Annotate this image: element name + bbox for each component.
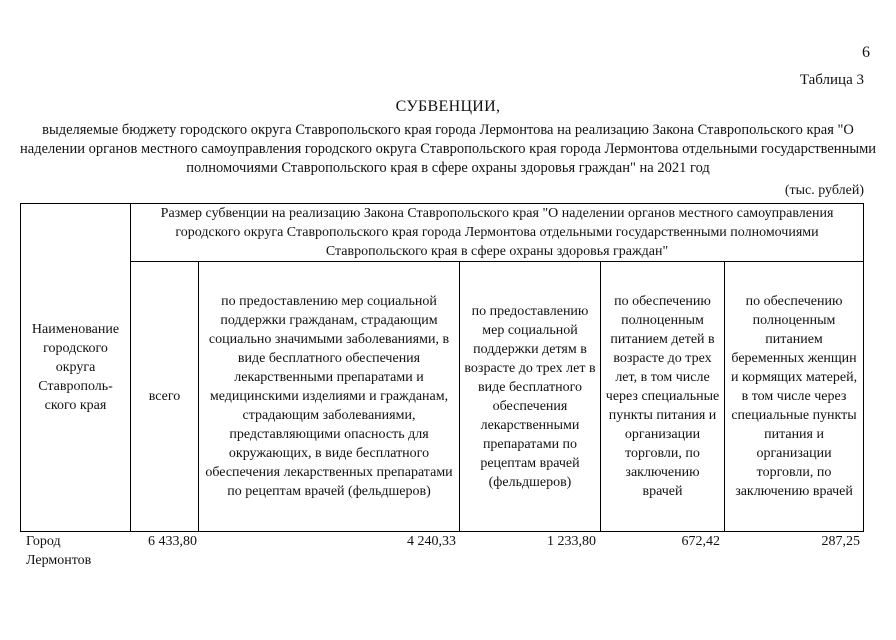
page-number: 6 [862, 44, 870, 61]
row-value-total: 6 433,80 [148, 534, 197, 549]
header-name-column: Наименование городского округа Ставрополь-ского края [21, 204, 131, 532]
row-value-children-medicines: 1 233,80 [547, 534, 596, 549]
row-value-mothers-nutrition: 287,25 [821, 534, 860, 549]
row-name: Город Лермонтов [26, 534, 92, 568]
row-value-social-support: 4 240,33 [407, 534, 456, 549]
header-col-children-nutrition: по обеспечению полноценным питанием детей в возрасте до трех лет, в том числе через специальные пункты питания и организации торговли, по заключению врачей [601, 262, 725, 532]
header-col-mothers-nutrition: по обеспечению полноценным питанием беременных женщин и кормящих матерей, в том числе через специальные пункты питания и организации торговли, по заключению врачей [725, 262, 864, 532]
header-col-social-support-diseases: по предоставлению мер социальной поддержки гражданам, страдающим социально значимыми заболеваниями, в виде бесплатного обеспечения лекарственными препаратами и медицинскими изделиями и гражданам, страдающим заболеваниями, представляющими опасность для окружающих, в виде бесплатного обеспечения лекарственных препаратами по рецептам врачей (фельдшеров) [199, 262, 460, 532]
row-value-children-nutrition: 672,42 [681, 534, 720, 549]
document-subtitle: выделяемые бюджету городского округа Ставропольского края города Лермонтова на реализацию Закона Ставропольского края "О наделении органов местного самоуправления городского округа Ставропольского края города Лермонтова отдельными государственными полномочиями Ставропольского края в сфере охраны здоровья граждан" на 2021 год [20, 122, 877, 176]
header-col-children-medicines: по предоставлению мер социальной поддержки детям в возрасте до трех лет в виде бесплатного обеспечения лекарственными препаратами по рецептам врачей (фельдшеров) [460, 262, 601, 532]
document-title: СУБВЕНЦИИ, [395, 98, 501, 115]
table-label: Таблица 3 [799, 72, 864, 88]
header-group: Размер субвенции на реализацию Закона Ставропольского края "О наделении органов местного самоуправления городского округа Ставропольского края города Лермонтова отдельными государственными полномочиями Ставропольского края в сфере охраны здоровья граждан" [131, 204, 864, 262]
header-total: всего [131, 262, 199, 532]
subvention-table [20, 203, 864, 532]
units-label: (тыс. рублей) [784, 183, 864, 198]
